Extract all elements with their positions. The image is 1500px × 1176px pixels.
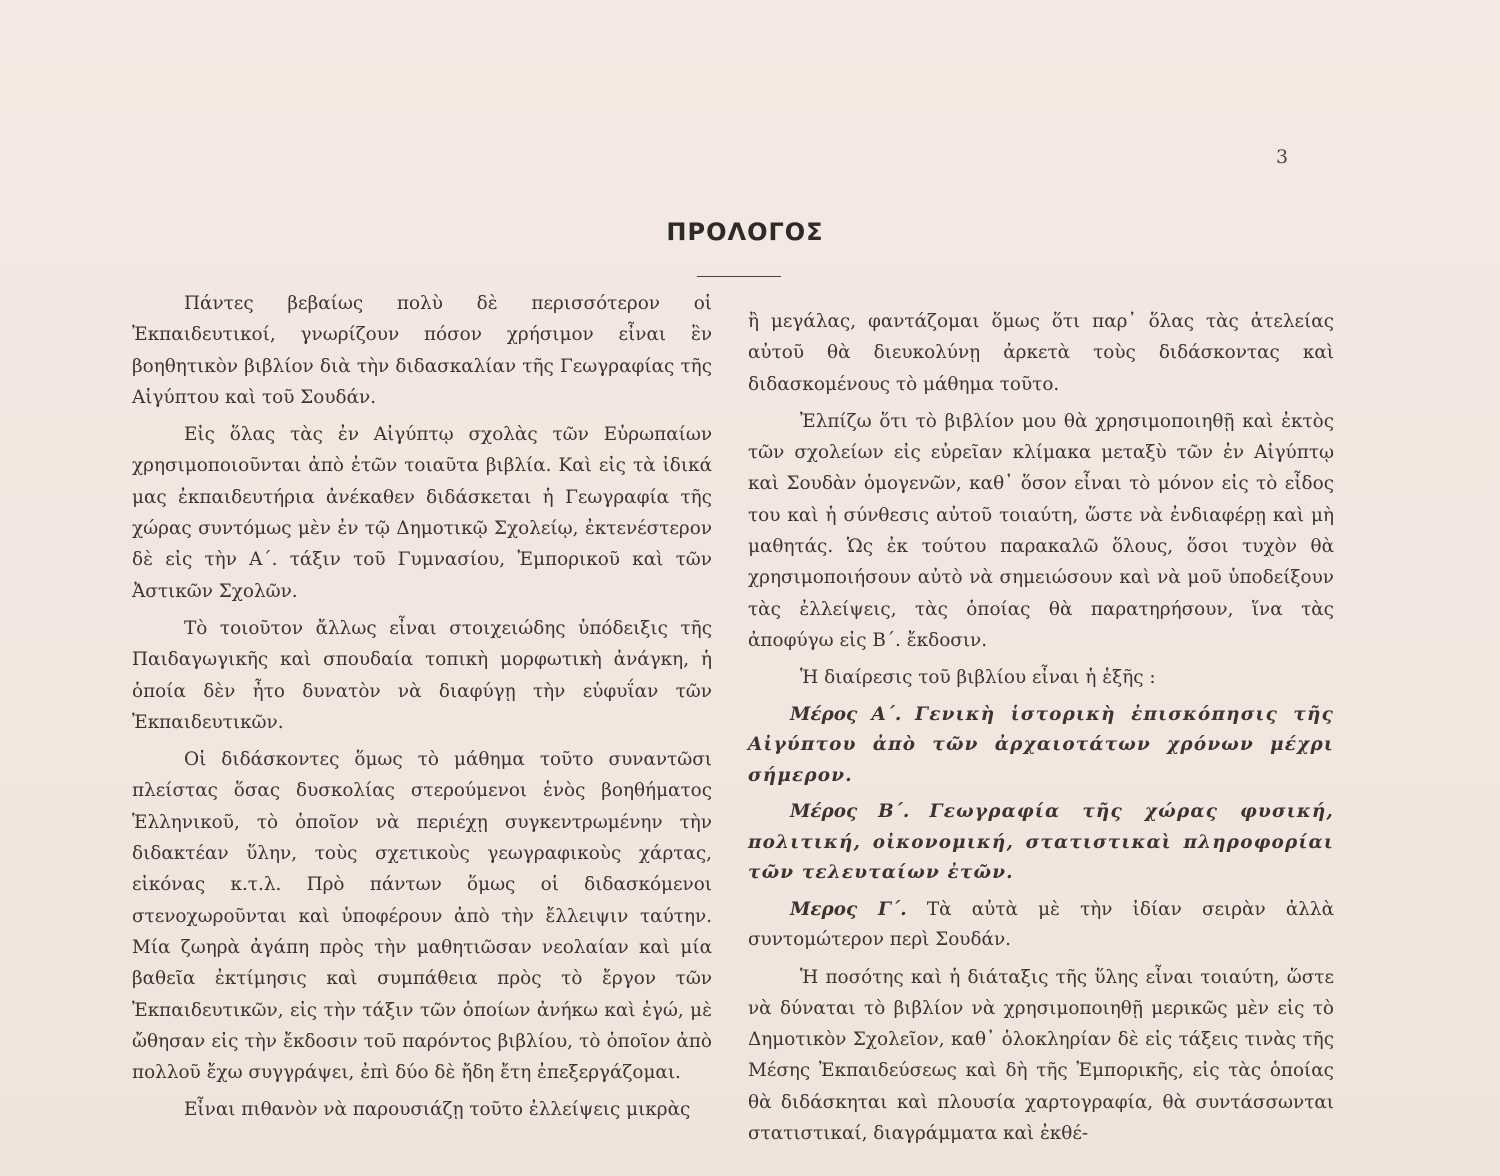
page-number: 3 <box>1275 146 1289 168</box>
part-description: Γεωγραφία τῆς χώρας φυσική, πολιτική, οἰκονομική, στατιστικαὶ πληροφορίαι τῶν τελευταίων ἐτῶν. <box>748 801 1334 884</box>
paragraph: Εἶναι πιθανὸν νὰ παρουσιάζῃ τοῦτο ἐλλείψεις μικρὰς <box>184 1099 691 1121</box>
part-entry-c <box>748 895 1334 956</box>
part-label: Μέρος Α΄. <box>790 703 902 725</box>
paragraph: Ἡ διαίρεσις τοῦ βιβλίου εἶναι ἡ ἑξῆς : <box>800 667 1156 689</box>
part-entry-b <box>748 797 1334 889</box>
part-description: Τὰ αὐτὰ μὲ τὴν ἰδίαν σειρὰν ἀλλὰ συντομώτερον περὶ Σουδάν. <box>748 898 1334 951</box>
part-entry-a <box>748 700 1334 792</box>
part-label: Μέρος Β΄. <box>790 801 910 823</box>
left-column <box>132 288 712 1132</box>
paragraph: Εἰς ὅλας τὰς ἐν Αἰγύπτῳ σχολὰς τῶν Εὐρωπαίων χρησιμοποιοῦνται ἀπὸ ἐτῶν τοιαῦτα βιβλία. Καὶ εἰς τὰ ἰδικά μας ἐκπαιδευτήρια ἀνέκαθεν διδάσκεται ἡ Γεωγραφία τῆς χώρας συντόμως μὲν ἐν τῷ Δημοτικῷ Σχολείῳ, ἐκτενέστερον δὲ εἰς τὴν Α΄. τάξιν τοῦ Γυμνασίου, Ἐμπορικοῦ καὶ τῶν Ἀστικῶν Σχολῶν. <box>132 424 712 602</box>
paragraph: Ἡ ποσότης καὶ ἡ διάταξις τῆς ὕλης εἶναι τοιαύτη, ὥστε νὰ δύναται τὸ βιβλίον νὰ χρησιμοποιηθῇ μερικῶς μὲν εἰς τὸ Δημοτικὸν Σχολεῖον, καθ᾽ ὁλοκληρίαν δὲ εἰς τάξεις τινὰς τῆς Μέσης Ἐκπαιδεύσεως καὶ δὴ τῆς Ἐμπορικῆς, εἰς τὰς ὁποίας θὰ διδάσκηται καὶ πλουσία χαρτογραφία, θὰ συντάσσωνται στατιστικαί, διαγράμματα καὶ ἐκθέ- <box>748 966 1334 1145</box>
title-divider <box>697 276 781 277</box>
part-label: Μερος Γ΄. <box>790 898 907 920</box>
paragraph: Πάντες βεβαίως πολὺ δὲ περισσότερον οἱ Ἐκπαιδευτικοί, γνωρίζουν πόσον χρήσιμον εἶναι ἓν βοηθητικὸν βιβλίον διὰ τὴν διδασκαλίαν τῆς Γεωγραφίας τῆς Αἰγύπτου καὶ τοῦ Σουδάν. <box>132 293 712 408</box>
paragraph: Οἱ διδάσκοντες ὅμως τὸ μάθημα τοῦτο συναντῶσι πλείστας ὅσας δυσκολίας στερούμενοι ἑνὸς βοηθήματος Ἑλληνικοῦ, τὸ ὁποῖον νὰ περιέχῃ συγκεντρωμένην τὴν διδακτέαν ὕλην, τοὺς σχετικοὺς γεωγραφικοὺς χάρτας, εἰκόνας κ.τ.λ. Πρὸ πάντων ὅμως οἱ διδασκόμενοι στενοχωροῦνται καὶ ὑποφέρουν ἀπὸ τὴν ἔλλειψιν ταύτην. Μία ζωηρὰ ἀγάπη πρὸς τὴν μαθητιῶσαν νεολαίαν καὶ μία βαθεῖα ἐκτίμησις καὶ συμπάθεια πρὸς τὸ ἔργον τῶν Ἐκπαιδευτικῶν, εἰς τὴν τάξιν τῶν ὁποίων ἀνήκω καὶ ἐγώ, μὲ ὤθησαν εἰς τὴν ἔκδοσιν τοῦ παρόντος βιβλίου, τὸ ὁποῖον ἀπὸ πολλοῦ ἔχω συγγράψει, ἐπὶ δύο δὲ ἤδη ἔτη ἐπεξεργάζομαι. <box>132 749 712 1084</box>
part-description: Γενικὴ ἱστορικὴ ἐπισκόπησις τῆς Αἰγύπτου ἀπὸ τῶν ἀρχαιοτάτων χρόνων μέχρι σήμερον. <box>748 703 1334 786</box>
paragraph: ἢ μεγάλας, φαντάζομαι ὅμως ὅτι παρ᾽ ὅλας τὰς ἀτελείας αὐτοῦ θὰ διευκολύνῃ ἀρκετὰ τοὺς διδάσκοντας καὶ διδασκομένους τὸ μάθημα τοῦτο. <box>748 311 1334 395</box>
page-title: ΠΡΟΛΟΓΟΣ <box>666 218 824 246</box>
paragraph: Τὸ τοιοῦτον ἄλλως εἶναι στοιχειώδης ὑπόδειξις τῆς Παιδαγωγικῆς καὶ σπουδαία τοπικὴ μορφωτικὴ ἀνάγκη, ἡ ὁποία δὲν ἦτο δυνατὸν νὰ διαφύγῃ τὴν εὐφυΐαν τῶν Ἐκπαιδευτικῶν. <box>132 617 712 733</box>
paragraph: Ἐλπίζω ὅτι τὸ βιβλίον μου θὰ χρησιμοποιηθῇ καὶ ἐκτὸς τῶν σχολείων εἰς εὐρεῖαν κλίμακα μεταξὺ τῶν ἐν Αἰγύπτῳ καὶ Σουδὰν ὁμογενῶν, καθ᾽ ὅσον εἶναι τὸ μόνον εἰς τὸ εἶδος του καὶ ἡ σύνθεσις αὐτοῦ τοιαύτη, ὥστε νὰ ἐνδιαφέρῃ καὶ μὴ μαθητάς. Ὡς ἐκ τούτου παρακαλῶ ὅλους, ὅσοι τυχὸν θὰ χρησιμοποιήσουν αὐτὸ νὰ σημειώσουν καὶ νὰ μοῦ ὑποδείξουν τὰς ἐλλείψεις, τὰς ὁποίας θὰ παρατηρήσουν, ἵνα τὰς ἀποφύγω εἰς Β΄. ἔκδοσιν. <box>748 410 1334 651</box>
right-column <box>748 306 1334 1155</box>
